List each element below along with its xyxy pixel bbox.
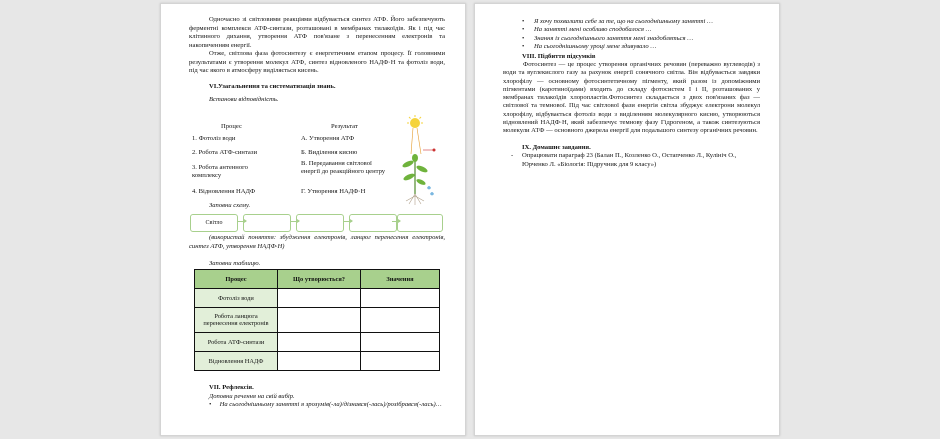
section-7-task: Доповни речення на свій вибір. [209,393,295,400]
process-item: 2. Робота АТФ-синтази [192,149,257,156]
table-cell-process: Відновлення НАДФ [195,352,278,371]
section-8-title: VIII. Підбиття підсумків [522,53,596,60]
document-page-1 [160,3,466,436]
table-cell-process: Робота АТФ-синтази [195,333,278,352]
table-cell-empty[interactable] [278,308,361,333]
scheme-box-empty[interactable] [296,214,344,232]
scheme-box-empty[interactable] [349,214,397,232]
scheme-box-empty[interactable] [397,214,443,232]
result-item: В. Передавання світлової енергії до реакційного центру [301,160,386,175]
section-7-title: VII. Рефлексія. [209,384,254,391]
scheme-box-light: Світло [190,214,238,232]
homework-dash: - [511,152,514,159]
table-header-significance: Значення [361,270,440,289]
table-cell-process: Робота ланцюга перенесення електронів [195,308,278,333]
table-cell-empty[interactable] [278,352,361,371]
process-item: 3. Робота антенного комплексу [192,164,248,179]
result-item: А. Утворення АТФ [301,135,355,142]
table-row [195,289,440,308]
sun-icon [410,118,420,128]
reflection-item: • На сьогоднішньому уроці мене здивувало … [522,43,762,51]
process-item: 4. Відновлення НАДФ [192,188,256,195]
summary-paragraph: Фотосинтез — це процес утворення органічних речовин (переважно вуглеводів) з води та вуглекислого газу за рахунок енергії сонячного світла. Він відбувається завдяки хлорофілу — основному фотосинтетичному пігменту, який разом із допоміжними пігментами (каротиноїдами) входить до складу фотосистем І і ІІ, розташованих у мембранах тилакоїдів хлоропластів.Фотосинтез складається з двох пов'язаних фаз — світлової та темнової. Під час світлової фази енергія світла збуджує електрони молекул хлорофілу, відбувається фотоліз води з виділенням молекулярного кисню, утворюються відновлений НАДФ·Н, який забезпечує темнову фазу Гідрогеном, а також синтезуються молекули АТФ — основного джерела енергії для подальшого синтезу органічних речовин. [503,61,760,135]
table-cell-empty[interactable] [361,352,440,371]
table-row [195,333,440,352]
fill-in-table [194,269,440,371]
task-scheme: Заповни схему. [209,202,251,209]
document-page-2 [474,3,780,436]
table-cell-empty[interactable] [278,333,361,352]
process-item: 1. Фотоліз води [192,135,236,142]
table-cell-empty[interactable] [361,308,440,333]
result-item: Б. Виділення кисню [301,149,358,156]
homework-text: Опрацювати параграф 23 (Балан П., Козленко О., Остапченко Л., Кулініч О., Юрченко Л. «Біологія: Підручник для 9 класу») [522,152,737,168]
reflection-item: • Я хочу похвалити себе за те, що на сьогоднішньому занятті … [522,18,762,26]
reflection-list [522,18,762,51]
table-row [195,352,440,371]
table-cell-empty[interactable] [361,333,440,352]
table-header-process: Процес [195,270,278,289]
table-cell-empty[interactable] [361,289,440,308]
section-6-title: VI.Узагальнення та систематизація знань. [209,83,336,90]
task-matching: Встанови відповідність. [209,96,279,103]
section-9-title: IX. Домашнє завдання. [522,144,591,151]
plant-illustration-icon [397,114,447,206]
table-row [195,308,440,333]
reflection-item: • Знання із сьогоднішнього заняття мені знадобляться … [522,35,762,43]
scheme-box-empty[interactable] [243,214,291,232]
scheme-hint: (використай поняття: збудження електронів, ланцюг перенесення електронів, синтез АТФ, утворення НАДФ·Н) [189,234,445,250]
result-item: Г. Утворення НАДФ·Н [301,188,366,195]
column-process-header: Процес [221,123,242,130]
table-cell-process: Фотоліз води [195,289,278,308]
paragraph-atp-synthesis: Одночасно зі світловими реакціями відбувається синтез АТФ. Його забезпечують ферментні комплекси АТФ-синтази, розташовані в мембранах тилакоїдів. Як і під час клітинного дихання, утворення АТФ пов'язане з перенесенням електронів та накопиченням енергії. [189,16,445,49]
reflection-item-1: • На сьогоднішньому занятті я зрозумів(-ла)/дізнався(-лась)/розібрався(-лась)… [209,401,442,408]
reflection-item: • На занятті мені особливо сподобалося … [522,26,762,34]
paragraph-light-phase: Отже, світлова фаза фотосинтезу є енергетичним етапом процесу. Її головними результатами є утворення молекул АТФ, синтез відновленого НАДФ·Н та фотоліз води, під час якого в атмосферу виділяється кисень. [189,50,445,75]
task-table: Заповни таблицю. [209,260,261,267]
table-cell-empty[interactable] [278,289,361,308]
column-result-header: Результат [331,123,358,130]
table-header-product: Що утворюється? [278,270,361,289]
